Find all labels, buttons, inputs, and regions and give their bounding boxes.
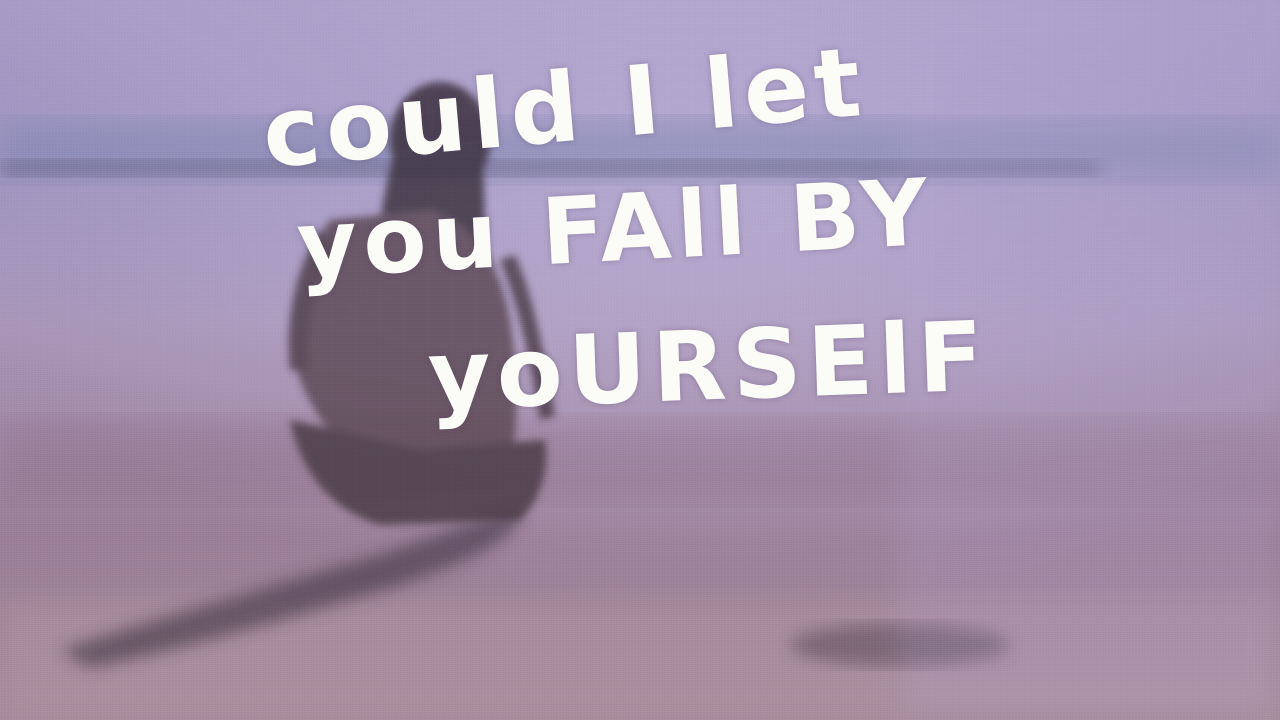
lyric-line-2: you FAll BY [294,158,937,299]
lyric-line-1: could I let [258,25,871,190]
lyric-line-3: yoURSElF [426,300,992,432]
